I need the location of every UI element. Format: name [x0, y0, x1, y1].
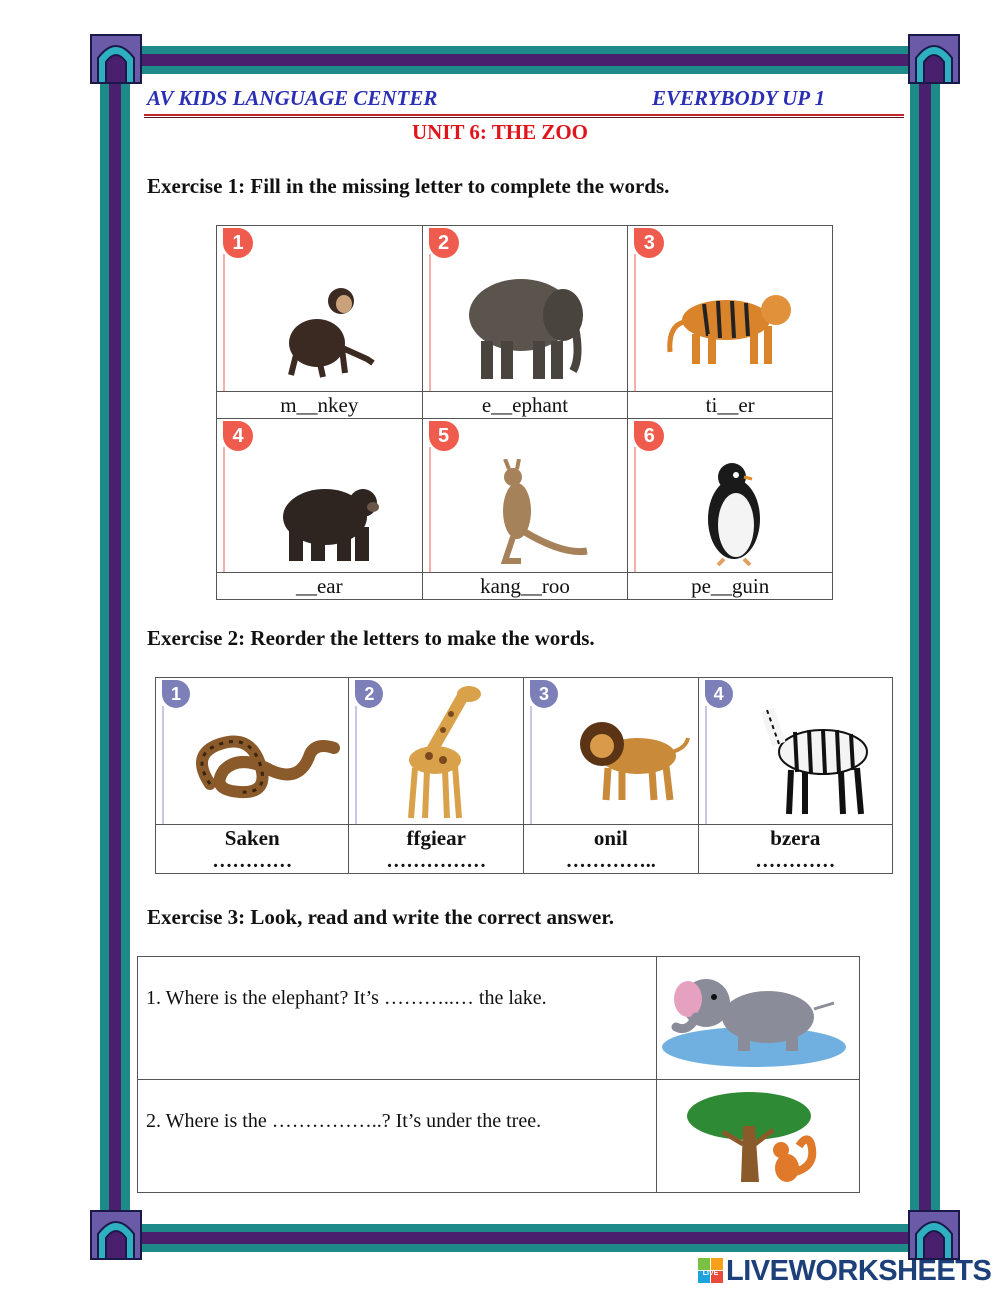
ex1-cell-1 — [217, 226, 423, 419]
header-rule — [144, 114, 904, 116]
snake-icon — [190, 714, 340, 804]
ex2-scrambled-4: bzera — [699, 824, 892, 851]
ex1-badge-1: 1 — [223, 228, 253, 258]
tiger-icon — [664, 286, 804, 371]
ex1-badge-4: 4 — [223, 421, 253, 451]
liveworksheets-wordmark: LIVEWORKSHEETS — [726, 1254, 992, 1287]
ex2-blank-2[interactable]: …………… — [386, 850, 487, 872]
monkey-icon — [267, 281, 387, 381]
ex2-badge-4: 4 — [705, 680, 733, 708]
header-course-name: EVERYBODY UP 1 — [652, 86, 826, 110]
ex1-cell-4 — [217, 419, 423, 600]
corner-arch-top-left — [90, 34, 142, 84]
ex2-scrambled-2: ffgiear — [349, 824, 523, 851]
ex1-word-3: ti__er — [628, 391, 832, 418]
ex1-word-4: __ear — [217, 572, 422, 599]
exercise-1-heading: Exercise 1: Fill in the missing letter to complete the words. — [147, 174, 670, 198]
bear-icon — [273, 477, 383, 567]
ex1-badge-6: 6 — [634, 421, 664, 451]
ex3-question-1[interactable]: 1. Where is the elephant? It’s ………..… the lake. — [138, 957, 657, 1080]
ex1-cell-5 — [422, 419, 628, 600]
ex2-blank-1[interactable]: ………… — [212, 850, 293, 872]
ex1-badge-3: 3 — [634, 228, 664, 258]
ex3-image-cell-2 — [657, 1080, 860, 1193]
logo-icon-letters: LIVE — [702, 1270, 719, 1277]
ex2-badge-2: 2 — [355, 680, 383, 708]
ex1-cell-6 — [628, 419, 833, 600]
ex2-cell-4 — [698, 678, 892, 874]
ex2-blank-3[interactable]: ………….. — [565, 850, 656, 872]
elephant-icon — [463, 271, 593, 386]
ex2-badge-1: 1 — [162, 680, 190, 708]
ex1-word-5: kang__roo — [423, 572, 628, 599]
ex3-image-cell-1 — [657, 957, 860, 1080]
header-rule-thin — [144, 117, 904, 118]
ex2-scrambled-3: onil — [524, 824, 698, 851]
ex1-word-6: pe__guin — [628, 572, 832, 599]
ex1-badge-5: 5 — [429, 421, 459, 451]
exercise-3-heading: Exercise 3: Look, read and write the correct answer. — [147, 905, 614, 929]
giraffe-icon — [395, 682, 505, 822]
header-school-name: AV KIDS LANGUAGE CENTER — [147, 86, 438, 110]
exercise-2-heading: Exercise 2: Reorder the letters to make the words. — [147, 626, 595, 650]
ex1-badge-2: 2 — [429, 228, 459, 258]
ex2-scrambled-1: Saken — [156, 824, 348, 851]
ex1-cell-2 — [422, 226, 628, 419]
ex2-cell-2 — [349, 678, 524, 874]
liveworksheets-logo — [698, 1256, 991, 1286]
page-title: UNIT 6: THE ZOO — [411, 120, 589, 144]
ex2-badge-3: 3 — [530, 680, 558, 708]
kangaroo-icon — [483, 459, 593, 569]
zebra-icon — [749, 700, 879, 820]
ex2-cell-1 — [156, 678, 349, 874]
corner-arch-top-right — [908, 34, 960, 84]
ex1-word-1: m__nkey — [217, 391, 422, 418]
corner-arch-bottom-right — [908, 1210, 960, 1260]
ex2-blank-4[interactable]: ………… — [755, 850, 836, 872]
ex1-cell-3 — [628, 226, 833, 419]
lion-icon — [572, 708, 692, 808]
penguin-icon — [694, 459, 774, 569]
liveworksheets-logo-icon — [698, 1258, 724, 1284]
squirrel-under-tree-icon — [683, 1086, 833, 1186]
ex1-word-2: e__ephant — [423, 391, 628, 418]
corner-arch-bottom-left — [90, 1210, 142, 1260]
exercise-3-table — [137, 956, 860, 1193]
elephant-in-lake-icon — [658, 963, 858, 1073]
ex3-question-2[interactable]: 2. Where is the ……………..? It’s under the tree. — [138, 1080, 657, 1193]
exercise-2-table — [155, 677, 893, 874]
ex2-cell-3 — [524, 678, 699, 874]
exercise-1-table — [216, 225, 833, 600]
